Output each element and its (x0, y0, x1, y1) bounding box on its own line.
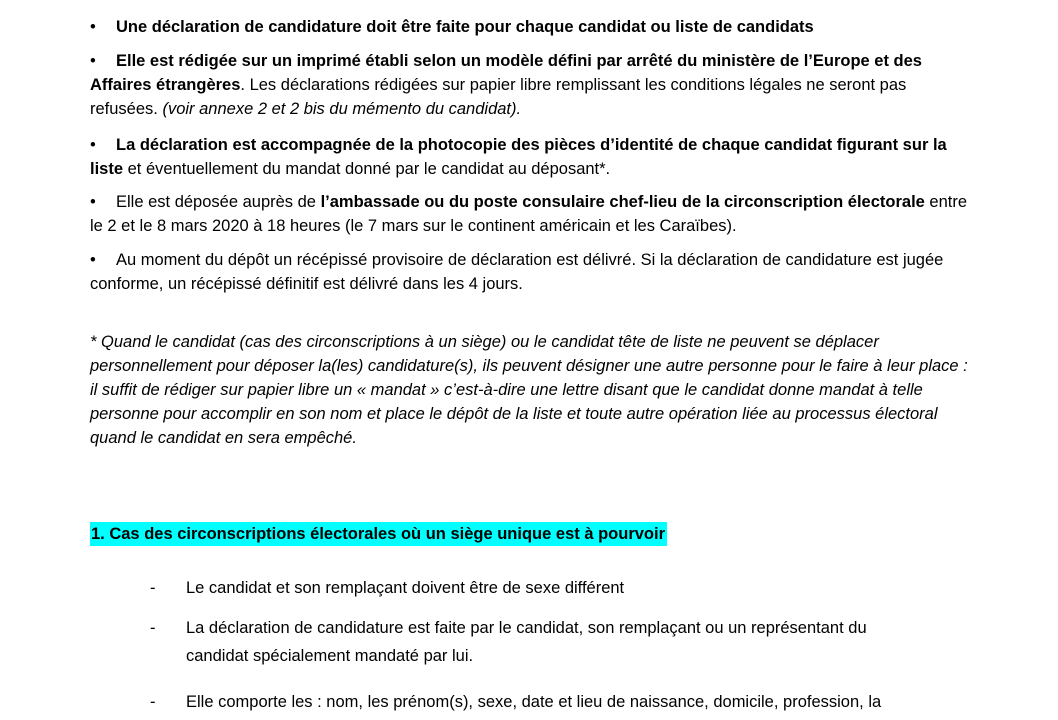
bullet-item-5 (90, 248, 970, 296)
bullet-text: et éventuellement du mandat donné par le candidat au déposant*. (123, 160, 611, 178)
bullet-bold-text: Une déclaration de candidature doit être faite pour chaque candidat ou liste de candidats (116, 18, 814, 36)
dash-item-continuation: candidat spécialement mandaté par lui. (186, 647, 474, 665)
bullet-icon: • (90, 136, 96, 154)
bullet-item-2 (90, 49, 970, 121)
section-heading: 1. Cas des circonscriptions électorales où un siège unique est à pourvoir (90, 522, 667, 546)
bullet-icon: • (90, 52, 96, 70)
dash-icon: - (150, 693, 156, 711)
footnote-mandat: * Quand le candidat (cas des circonscriptions à un siège) ou le candidat tête de liste ne peuvent se déplacer personnellement pour déposer la(les) candidature(s), ils peuvent désigner une autre personne pour le faire à leur place : il suffit de rédiger sur papier libre un « mandat » c’est-à-dire une lettre disant que le candidat donne mandat à telle personne pour accomplir en son nom et place le dépôt de la liste et toute autre opération liée au processus électoral quand le candidat en sera empêché. (90, 333, 968, 447)
dash-item-text: Elle comporte les : nom, les prénom(s), sexe, date et lieu de naissance, domicile, profession, la (186, 693, 882, 711)
bullet-icon: • (90, 193, 96, 211)
bullet-item-1 (90, 15, 970, 39)
bullet-bold-text: La déclaration est accompagnée de la photocopie des pièces d’identité de chaque candidat figurant sur la liste (90, 136, 947, 178)
bullet-icon: • (90, 251, 96, 269)
bullet-item-3 (90, 133, 970, 181)
bullet-item-4 (90, 190, 970, 238)
dash-item-text: Le candidat et son remplaçant doivent être de sexe différent (186, 579, 625, 597)
dash-item-2 (150, 614, 960, 670)
bullet-text-rest: entre le 2 et le 8 mars 2020 à 18 heures (le 7 mars sur le continent américain et les Caraïbes). (90, 193, 968, 235)
bullet-italic-text: (voir annexe 2 et 2 bis du mémento du candidat). (162, 100, 522, 118)
dash-item-1 (150, 574, 960, 602)
dash-icon: - (150, 619, 156, 637)
dash-icon: - (150, 579, 156, 597)
bullet-bold-text: l’ambassade ou du poste consulaire chef-lieu de la circonscription électorale (320, 193, 925, 211)
bullet-text: Au moment du dépôt un récépissé provisoire de déclaration est délivré. Si la déclaration de candidature est jugée conforme, un récépissé définitif est délivré dans les 4 jours. (90, 251, 944, 293)
dash-item-3 (150, 688, 960, 716)
bullet-icon: • (90, 18, 96, 36)
dash-item-text: La déclaration de candidature est faite par le candidat, son remplaçant ou un représentant du (186, 619, 867, 637)
bullet-text: Elle est déposée auprès de (116, 193, 321, 211)
bullet-bold-text: Elle est rédigée sur un imprimé établi selon un modèle défini par arrêté du ministère de l’Europe et des Affaires étrangères (90, 52, 922, 94)
bullet-text: . Les déclarations rédigées sur papier libre remplissant les conditions légales ne seront pas refusées. (90, 76, 907, 118)
